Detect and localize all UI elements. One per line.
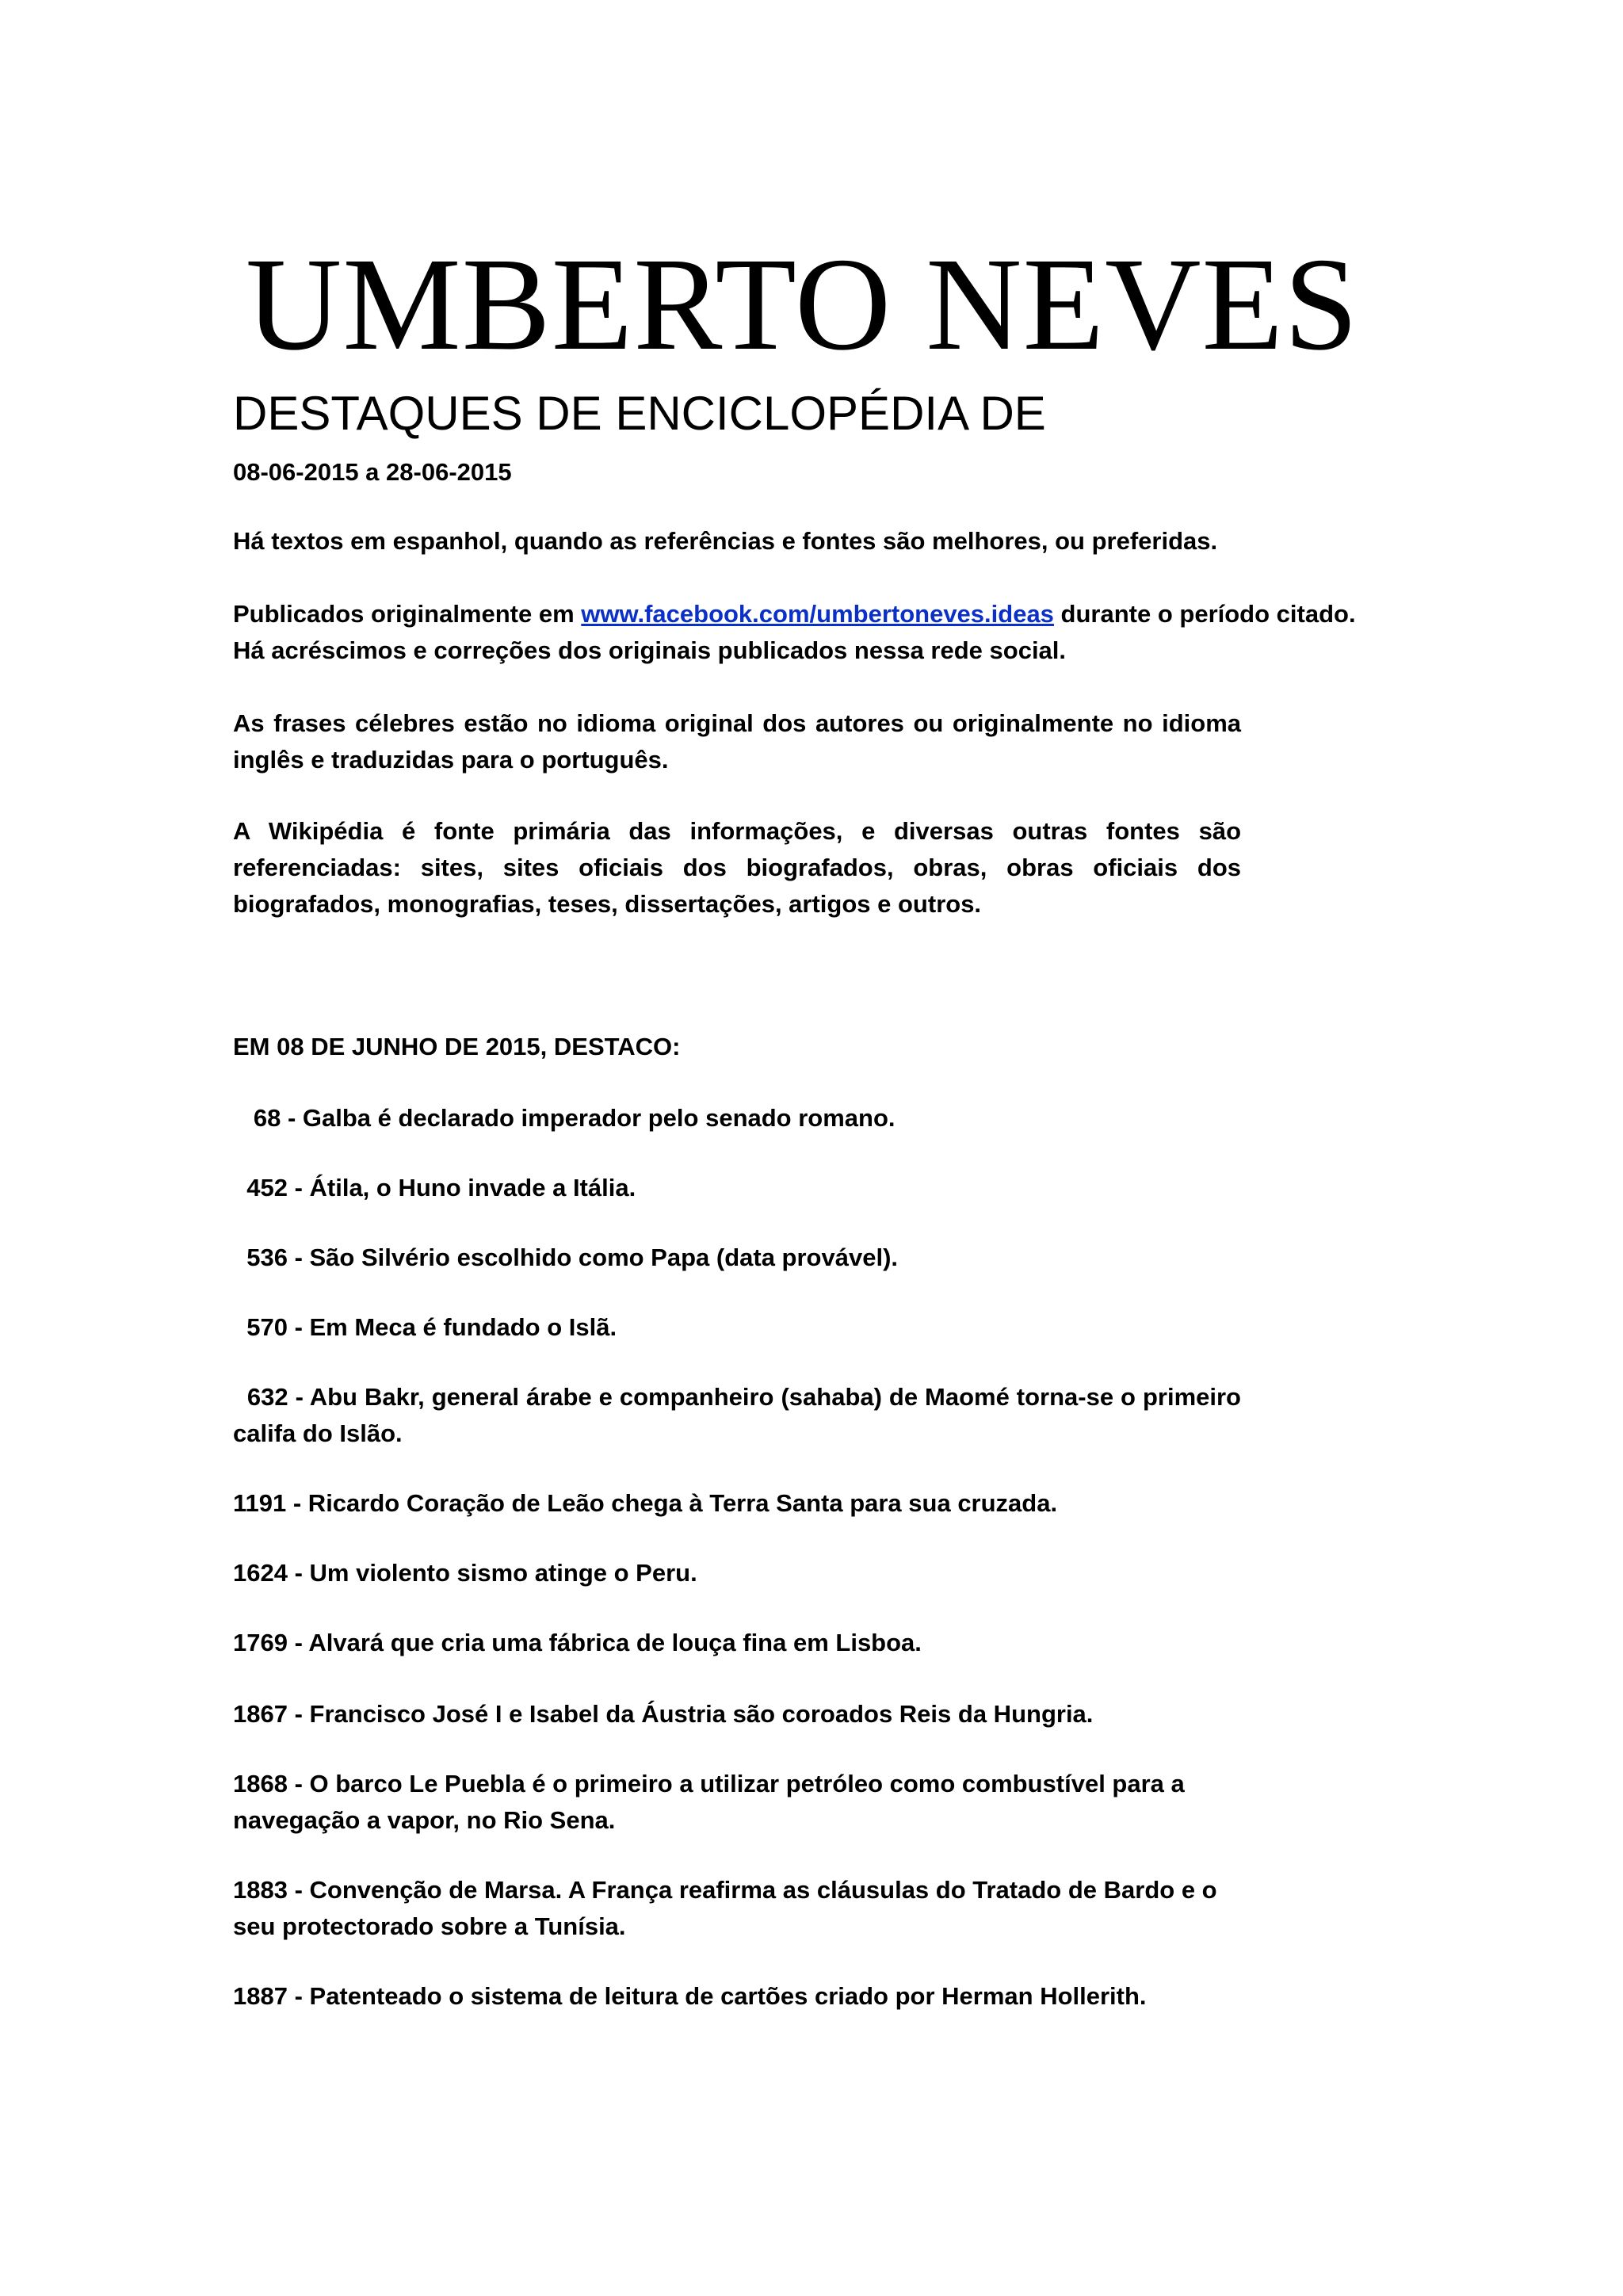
list-item: 1191 - Ricardo Coração de Leão chega à Terra Santa para sua cruzada.: [233, 1489, 1058, 1517]
list-item: 570 - Em Meca é fundado o Islã.: [233, 1313, 617, 1341]
intro-paragraph-languages: Há textos em espanhol, quando as referências e fontes são melhores, ou preferidas.: [233, 527, 1218, 555]
list-item: 1883 - Convenção de Marsa. A França reafirma as cláusulas do Tratado de Bardo e o seu protectorado sobre a Tunísia.: [233, 1876, 1224, 1940]
page-title: UMBERTO NEVES: [246, 231, 1359, 378]
list-item: 1867 - Francisco José I e Isabel da Áustria são coroados Reis da Hungria.: [233, 1700, 1094, 1728]
list-item: 1887 - Patenteado o sistema de leitura de cartões criado por Herman Hollerith.: [233, 1982, 1147, 2010]
list-item: 1769 - Alvará que cria uma fábrica de louça fina em Lisboa.: [233, 1629, 922, 1656]
page-subtitle: DESTAQUES DE ENCICLOPÉDIA DE: [233, 387, 1046, 440]
intro-paragraph-quotes: As frases célebres estão no idioma original dos autores ou originalmente no idioma inglês e traduzidas para o português.: [233, 709, 1241, 774]
section-heading: EM 08 DE JUNHO DE 2015, DESTACO:: [233, 1033, 681, 1060]
list-item: 536 - São Silvério escolhido como Papa (data provável).: [233, 1244, 899, 1271]
list-item: 452 - Átila, o Huno invade a Itália.: [233, 1174, 636, 1201]
list-item: 1624 - Um violento sismo atinge o Peru.: [233, 1559, 697, 1587]
facebook-link[interactable]: www.facebook.com/umbertoneves.ideas: [581, 600, 1054, 628]
source-text-after: durante o período citado. Há acréscimos e correções dos originais publicados nessa rede social.: [233, 600, 1356, 664]
list-item: 632 - Abu Bakr, general árabe e companheiro (sahaba) de Maomé torna-se o primeiro califa do Islão.: [233, 1383, 1248, 1447]
intro-paragraph-wikipedia: A Wikipédia é fonte primária das informações, e diversas outras fontes são referenciadas: sites, sites oficiais dos biografados, obras, obras oficiais dos biografados, monografias, teses, dissertações, artigos e outros.: [233, 817, 1241, 918]
source-text-before: Publicados originalmente em: [233, 600, 582, 628]
intro-paragraph-source: [233, 596, 1390, 669]
list-item: 1868 - O barco Le Puebla é o primeiro a utilizar petróleo como combustível para a navegação a vapor, no Rio Sena.: [233, 1770, 1192, 1834]
date-range: 08-06-2015 a 28-06-2015: [233, 458, 512, 486]
list-item: 68 - Galba é declarado imperador pelo senado romano.: [233, 1104, 896, 1132]
